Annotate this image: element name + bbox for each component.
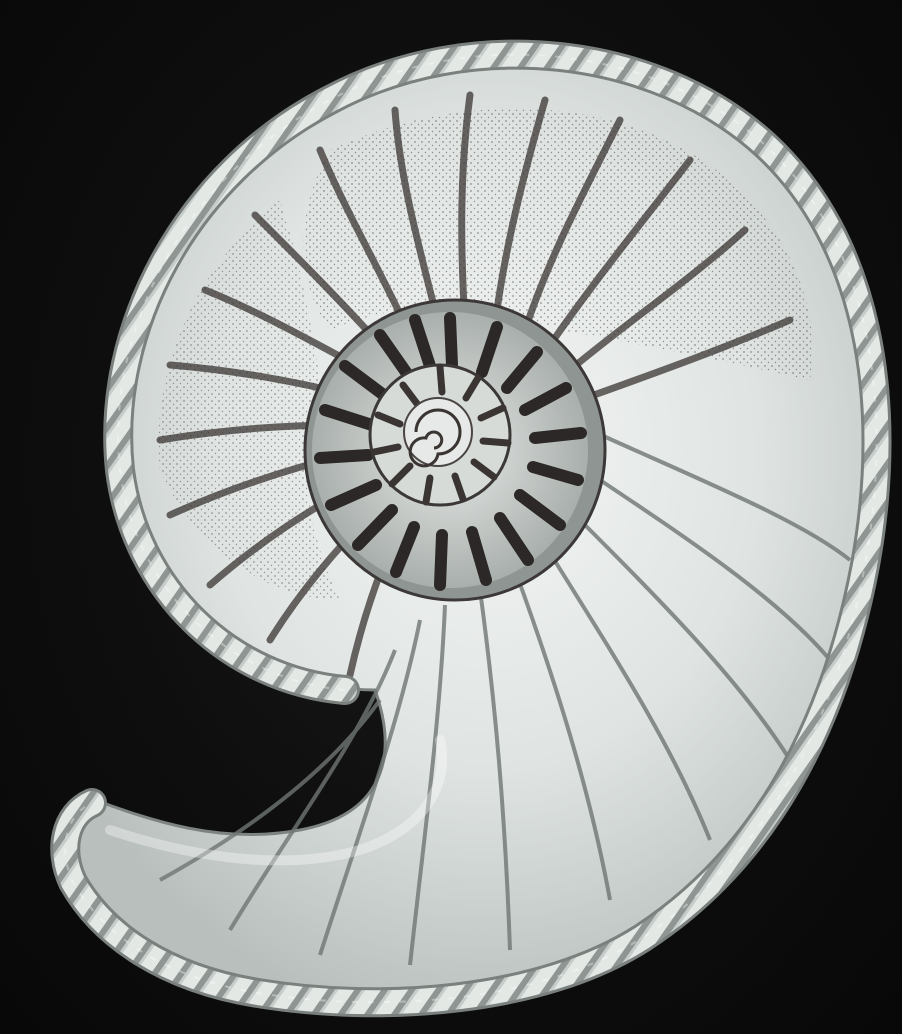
spiral-core — [370, 365, 510, 505]
